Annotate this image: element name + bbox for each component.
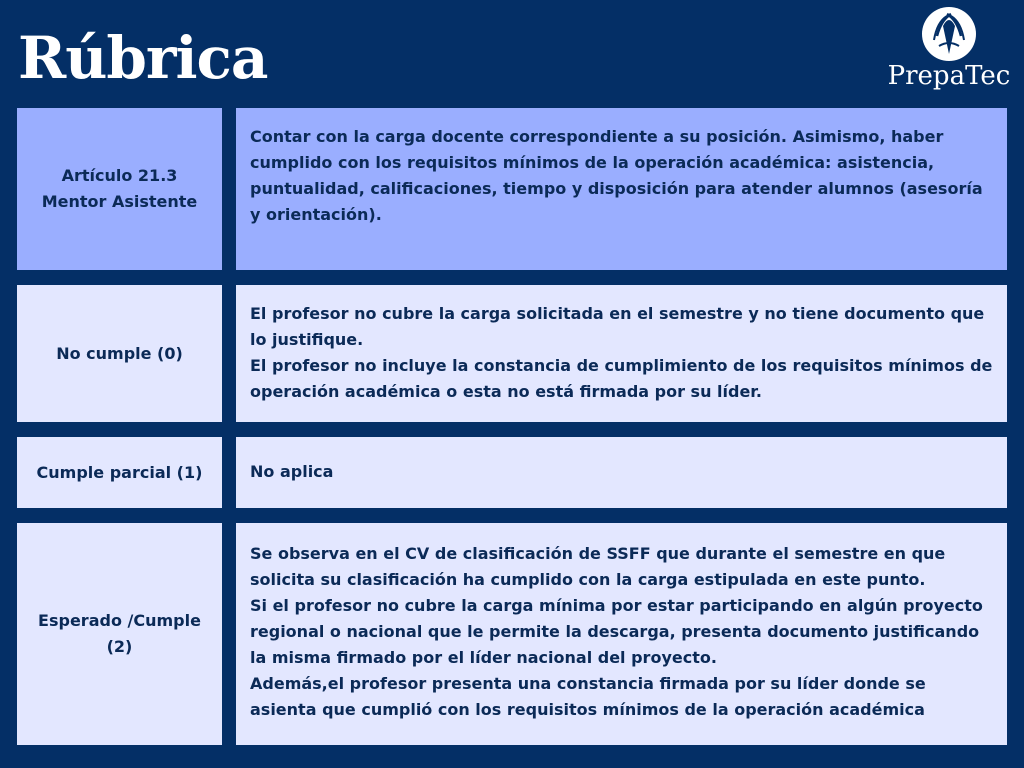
rubric-line: El profesor no incluye la constancia de cumplimiento de los requisitos mínimos de operación académica o esta no está firmada por su líder. (250, 356, 993, 401)
logo-text: PrepaTec (887, 61, 1011, 91)
rubric-content-articulo (236, 108, 1007, 270)
rubric-label-articulo (17, 108, 222, 270)
rubric-line: Además,el profesor presenta una constancia firmada por su líder donde se asienta que cumplió con los requisitos mínimos de la operación académica (250, 674, 926, 719)
rubric-label-text: Cumple parcial (1) (36, 462, 203, 482)
rubric-line: Si el profesor no cubre la carga mínima por estar participando en algún proyecto regional o nacional que le permite la descarga, presenta documento justificando la misma firmado por el líder nacional del proyecto. (250, 596, 983, 667)
torch-emblem-icon (921, 6, 977, 62)
rubric-label-cumple-parcial (17, 437, 222, 508)
rubric-line: No aplica (250, 462, 334, 481)
rubric-line: Contar con la carga docente correspondiente a su posición. Asimismo, haber cumplido con los requisitos mínimos de la operación académica: asistencia, puntualidad, calificaciones, tiempo y disposición para atender alumnos (asesoría y orientación). (250, 127, 983, 224)
rubric-label-no-cumple (17, 285, 222, 422)
rubric-content-no-cumple (236, 285, 1007, 422)
rubric-label-text: Esperado /Cumple (2) (38, 611, 201, 656)
page-title: Rúbrica (18, 24, 268, 92)
rubric-content-esperado (236, 523, 1007, 745)
rubric-label-text: No cumple (0) (56, 343, 183, 363)
rubric-label-esperado (17, 523, 222, 745)
rubric-label-text: Artículo 21.3 Mentor Asistente (41, 166, 198, 211)
rubric-line: Se observa en el CV de clasificación de SSFF que durante el semestre en que solicita su clasificación ha cumplido con la carga estipulada en este punto. (250, 544, 946, 589)
rubric-content-cumple-parcial (236, 437, 1007, 508)
prepatec-logo (884, 4, 1014, 96)
rubric-line: El profesor no cubre la carga solicitada en el semestre y no tiene documento que lo justifique. (250, 304, 985, 349)
